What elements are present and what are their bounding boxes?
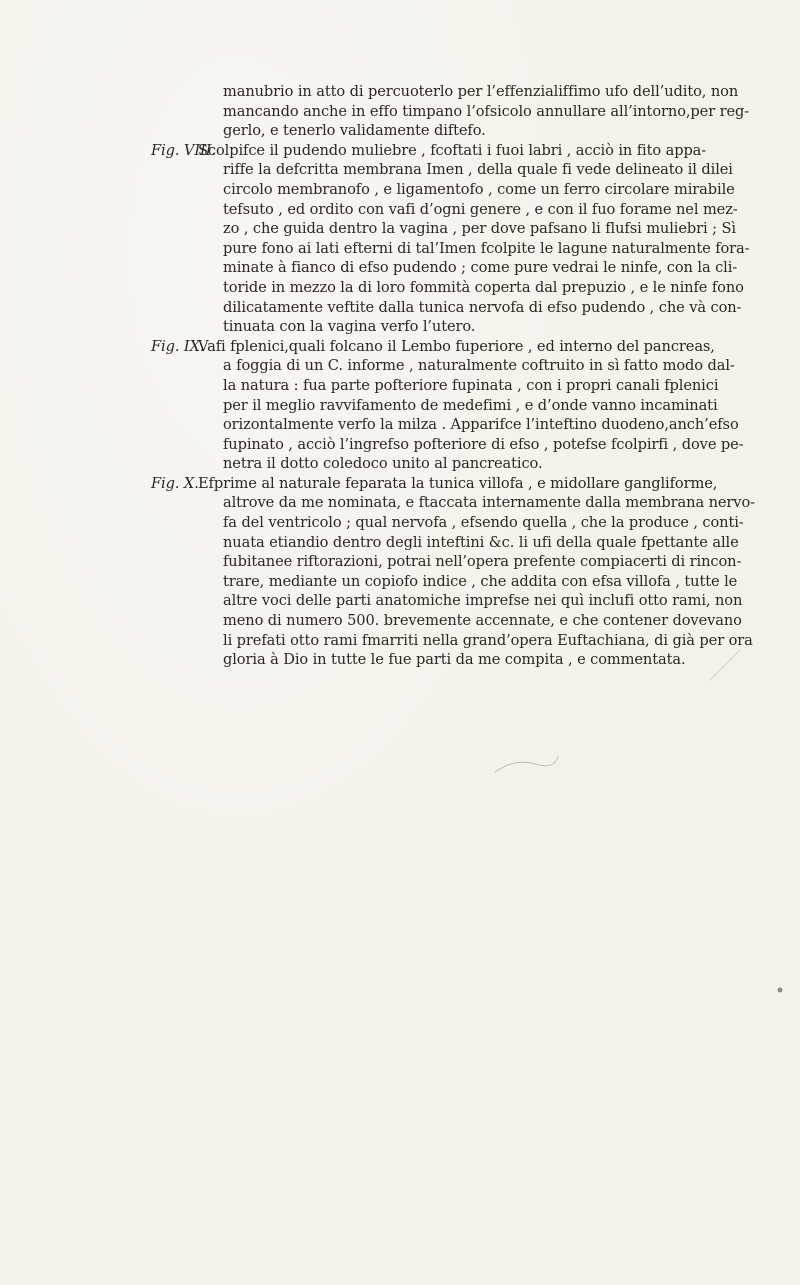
line-text: tinuata con la vagina verfo l’utero.: [223, 318, 476, 336]
line-text: fubitanee riftorazioni, potrai nell’opera prefente compiacerti di rincon-: [223, 553, 742, 571]
text-line: [198, 180, 758, 200]
text-line: [198, 533, 758, 553]
line-text: netra il dotto coledoco unito al pancreatico.: [223, 455, 543, 473]
line-text: Efprime al naturale feparata la tunica villofa , e midollare gangliforme,: [198, 474, 718, 492]
text-line: [198, 298, 758, 318]
line-text: fa del ventricolo ; qual nervofa , efsendo quella , che la produce , conti-: [223, 514, 744, 532]
line-text: gloria à Dio in tutte le fue parti da me compita , e commentata.: [223, 651, 686, 669]
figure-label: Fig. IX.: [151, 337, 205, 355]
text-line: [198, 219, 758, 239]
line-text: la natura : fua parte pofteriore fupinata , con i propri canali fplenici: [223, 376, 719, 394]
line-text: manubrio in atto di percuoterlo per l’effenzialiffimo ufo dell’udito, non: [223, 83, 739, 100]
text-line: [198, 317, 758, 337]
line-text: a foggia di un C. informe , naturalmente coftruito in sì fatto modo dal-: [223, 357, 735, 375]
text-line: [198, 121, 758, 141]
text-line: [198, 102, 758, 122]
ink-dot: [770, 980, 790, 1000]
line-text: toride in mezzo la di loro fommità coperta dal prepuzio , e le ninfe fono: [223, 278, 744, 296]
line-text: li prefati otto rami fmarriti nella grand’opera Euftachiana, di già per ora: [223, 631, 753, 649]
text-line: [198, 160, 758, 180]
figure-label: Fig. X.: [151, 474, 199, 492]
line-text: pure fono ai lati efterni di tal’Imen fcolpite le lagune naturalmente fora-: [223, 239, 750, 257]
line-text: circolo membranofo , e ligamentofo , come un ferro circolare mirabile: [223, 180, 735, 198]
text-line: [151, 141, 758, 161]
line-text: mancando anche in effo timpano l’ofsicolo annullare all’intorno,per reg-: [223, 102, 750, 120]
line-text: altre voci delle parti anatomiche imprefse nei quì inclufi otto rami, non: [223, 592, 743, 610]
text-line: [198, 239, 758, 259]
text-line: [151, 337, 758, 357]
line-text: per il meglio ravvifamento de medefimi , e d’onde vanno incaminati: [223, 396, 718, 414]
line-text: meno di numero 500. brevemente accennate, e che contener dovevano: [223, 612, 742, 630]
text-line: [198, 435, 758, 455]
ink-smudge: [490, 750, 560, 780]
text-line: [198, 356, 758, 376]
line-text: Vafi fplenici,quali folcano il Lembo fuperiore , ed interno del pancreas,: [198, 337, 715, 355]
text-line: [198, 572, 758, 592]
text-line: [198, 650, 758, 670]
line-text: gerlo, e tenerlo validamente diftefo.: [223, 122, 486, 140]
text-line: [198, 200, 758, 220]
line-text: orizontalmente verfo la milza . Apparifce l’inteftino duodeno,anch’efso: [223, 416, 739, 434]
text-line: [198, 631, 758, 651]
line-text: zo , che guida dentro la vagina , per dove pafsano li flufsi muliebri ; Sì: [223, 220, 736, 238]
line-text: trare, mediante un copiofo indice , che addita con efsa villofa , tutte le: [223, 572, 738, 590]
line-text: nuata etiandio dentro degli inteftini &c. li ufi della quale fpettante alle: [223, 533, 739, 551]
text-line: [198, 415, 758, 435]
line-text: minate à fianco di efso pudendo ; come pure vedrai le ninfe, con la cli-: [223, 259, 738, 277]
text-line: [198, 552, 758, 572]
line-text: altrove da me nominata, e ftaccata internamente dalla membrana nervo-: [223, 494, 755, 512]
text-line: [151, 474, 758, 494]
text-line: [198, 513, 758, 533]
text-line: [198, 396, 758, 416]
line-text: riffe la defcritta membrana Imen , della quale fi vede delineato il dilei: [223, 161, 733, 179]
text-line: [198, 258, 758, 278]
line-text: Scolpifce il pudendo muliebre , fcoftati i fuoi labri , acciò in fito appa-: [198, 141, 707, 159]
text-line: [198, 82, 758, 102]
body-text: [151, 82, 758, 670]
line-text: fupinato , acciò l’ingrefso pofteriore di efso , potefse fcolpirfi , dove pe-: [223, 435, 744, 453]
text-line: [198, 591, 758, 611]
text-line: [198, 493, 758, 513]
figure-label: Fig. VIII.: [151, 141, 216, 159]
line-text: tefsuto , ed ordito con vafi d’ogni genere , e con il fuo forame nel mez-: [223, 200, 738, 218]
text-line: [198, 278, 758, 298]
text-line: [198, 454, 758, 474]
line-text: dilicatamente veftite dalla tunica nervofa di efso pudendo , che và con-: [223, 298, 742, 316]
text-line: [198, 611, 758, 631]
text-line: [198, 376, 758, 396]
